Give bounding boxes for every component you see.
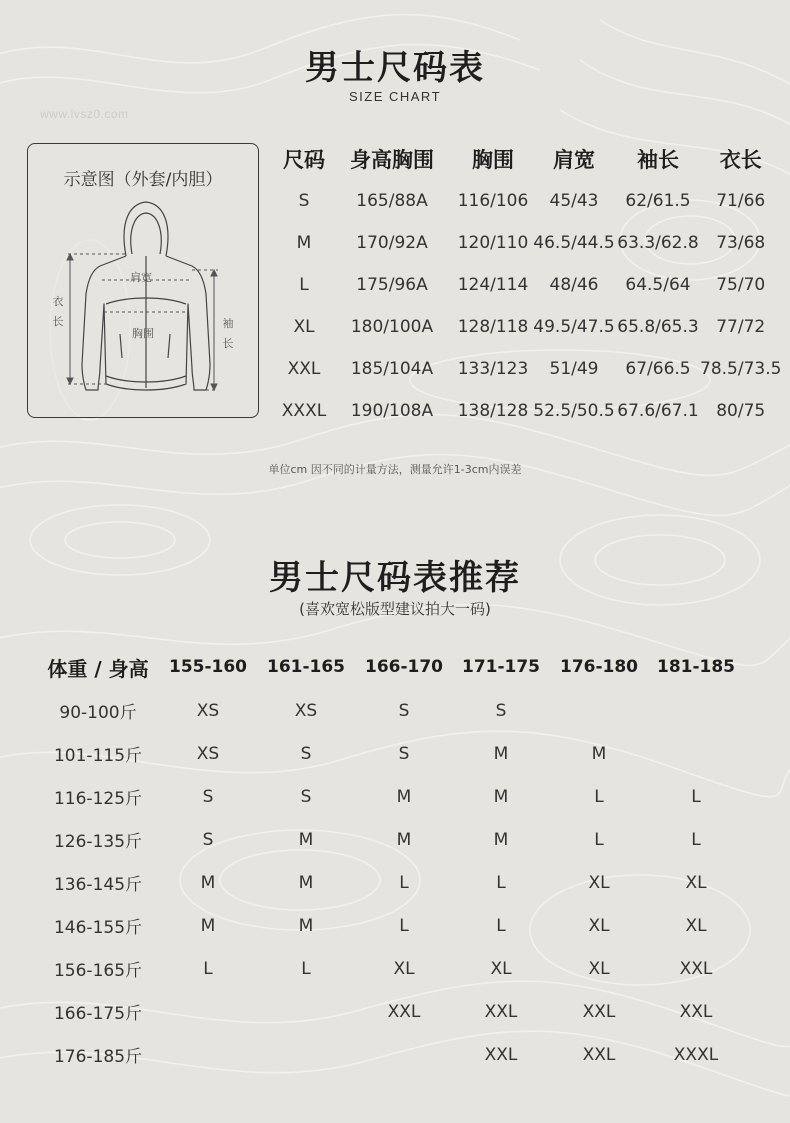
table-row: [36, 861, 744, 904]
size-cell: XXL: [287, 359, 321, 379]
table-row: [278, 222, 781, 264]
table-row: [36, 990, 744, 1033]
size-cell: L: [691, 786, 701, 807]
size-recommend-table: [36, 645, 744, 1076]
size-cell: [550, 689, 648, 732]
size-cell: S: [300, 743, 312, 764]
sleeve-cell: 67.6/67.1: [617, 401, 699, 421]
size-cell: [160, 990, 256, 1033]
watermark: www.ivsz0.com: [40, 107, 129, 121]
size-cell: L: [399, 915, 409, 936]
weight-cell: 146-155斤: [53, 918, 143, 938]
diagram-label: 示意图（外套/内胆）: [63, 170, 223, 190]
size-cell: XS: [196, 700, 220, 721]
shoulder-cell: 52.5/50.5: [533, 401, 615, 421]
header-height-range: 176-180: [559, 657, 639, 677]
size-cell: L: [594, 786, 604, 807]
size-chart-title: 男士尺码表: [305, 48, 485, 88]
header-length: 衣长: [719, 148, 762, 172]
chest-cell: 124/114: [457, 275, 529, 295]
size-cell: L: [301, 958, 311, 979]
table-row: [278, 264, 781, 306]
table-row: [36, 775, 744, 818]
sleeve-cell: 62/61.5: [625, 191, 691, 211]
weight-cell: 90-100斤: [59, 703, 137, 723]
shoulder-cell: 48/46: [549, 275, 599, 295]
measurement-note: 单位cm 因不同的计量方法，测量允许1-3cm内误差: [268, 463, 522, 476]
size-cell: S: [202, 829, 214, 850]
weight-cell: 101-115斤: [53, 746, 143, 766]
weight-cell: 116-125斤: [53, 789, 143, 809]
height-chest-cell: 185/104A: [350, 359, 434, 379]
size-cell: XXXL: [673, 1044, 719, 1065]
height-chest-cell: 180/100A: [350, 317, 434, 337]
table-row: [278, 306, 781, 348]
header-height-range: 166-170: [364, 657, 444, 677]
size-cell: XL: [293, 317, 315, 337]
size-cell: XXXL: [281, 401, 327, 421]
header-size: 尺码: [283, 148, 325, 172]
size-cell: M: [298, 829, 314, 850]
weight-cell: 126-135斤: [53, 832, 143, 852]
length-cell: 80/75: [716, 401, 766, 421]
header-weight-height: 体重 / 身高: [47, 656, 149, 681]
height-chest-cell: 170/92A: [356, 233, 428, 253]
size-cell: XL: [588, 915, 610, 936]
sleeve-cell: 65.8/65.3: [617, 317, 699, 337]
size-chart-table: [278, 138, 781, 432]
sleeve-cell: 67/66.5: [625, 359, 691, 379]
size-cell: M: [493, 743, 509, 764]
sleeve-label: 袖长: [222, 317, 234, 350]
size-cell: XL: [685, 872, 707, 893]
table-row: [278, 390, 781, 432]
shoulder-label: 肩宽: [130, 271, 152, 284]
size-cell: M: [298, 872, 314, 893]
sleeve-cell: 63.3/62.8: [617, 233, 699, 253]
header-shoulder: 肩宽: [553, 148, 595, 172]
recommend-title: 男士尺码表推荐: [269, 558, 521, 598]
size-cell: M: [396, 829, 412, 850]
size-cell: L: [203, 958, 213, 979]
size-cell: L: [399, 872, 409, 893]
chest-cell: 128/118: [457, 317, 529, 337]
jacket-diagram: [27, 143, 259, 418]
recommend-header-row: [36, 645, 744, 689]
size-cell: S: [300, 786, 312, 807]
size-cell: M: [591, 743, 607, 764]
size-cell: L: [299, 275, 309, 295]
size-cell: [256, 990, 356, 1033]
size-cell: XXL: [582, 1044, 616, 1065]
shoulder-cell: 49.5/47.5: [533, 317, 615, 337]
weight-cell: 166-175斤: [53, 1004, 143, 1024]
size-cell: XL: [685, 915, 707, 936]
size-cell: L: [496, 872, 506, 893]
table-row: [36, 818, 744, 861]
size-cell: S: [202, 786, 214, 807]
size-cell: XXL: [387, 1001, 421, 1022]
header-chest: 胸围: [472, 148, 514, 172]
header-height-range: 161-165: [266, 657, 346, 677]
chest-cell: 116/106: [457, 191, 529, 211]
size-cell: XXL: [484, 1001, 518, 1022]
sleeve-cell: 64.5/64: [625, 275, 691, 295]
size-cell: XL: [490, 958, 512, 979]
size-cell: XXL: [582, 1001, 616, 1022]
size-cell: M: [296, 233, 312, 253]
shoulder-cell: 46.5/44.5: [533, 233, 615, 253]
size-chart-header-row: [278, 138, 781, 180]
chest-cell: 120/110: [457, 233, 529, 253]
weight-cell: 156-165斤: [53, 961, 143, 981]
size-cell: S: [495, 700, 507, 721]
size-cell: S: [398, 743, 410, 764]
length-cell: 77/72: [716, 317, 766, 337]
chest-cell: 138/128: [457, 401, 529, 421]
weight-cell: 136-145斤: [53, 875, 143, 895]
table-row: [278, 180, 781, 222]
shoulder-cell: 45/43: [549, 191, 599, 211]
size-cell: [356, 1033, 452, 1076]
size-cell: [256, 1033, 356, 1076]
size-cell: M: [493, 829, 509, 850]
weight-cell: 176-185斤: [53, 1047, 143, 1067]
table-row: [36, 1033, 744, 1076]
height-chest-cell: 175/96A: [356, 275, 428, 295]
length-label: 衣长: [52, 295, 64, 328]
size-cell: [160, 1033, 256, 1076]
table-row: [36, 904, 744, 947]
size-cell: M: [396, 786, 412, 807]
size-cell: M: [200, 915, 216, 936]
size-cell: S: [398, 700, 410, 721]
header-height-range: 171-175: [461, 657, 541, 677]
height-chest-cell: 165/88A: [356, 191, 428, 211]
size-cell: XXL: [679, 1001, 713, 1022]
length-cell: 78.5/73.5: [700, 359, 782, 379]
size-cell: [648, 732, 744, 775]
size-chart-subtitle: SIZE CHART: [348, 89, 442, 104]
size-cell: XXL: [484, 1044, 518, 1065]
length-cell: 71/66: [716, 191, 766, 211]
length-cell: 75/70: [716, 275, 766, 295]
table-row: [36, 689, 744, 732]
size-cell: XL: [588, 872, 610, 893]
size-cell: L: [496, 915, 506, 936]
size-cell: M: [200, 872, 216, 893]
size-cell: S: [298, 191, 310, 211]
size-cell: M: [493, 786, 509, 807]
size-cell: XS: [196, 743, 220, 764]
size-cell: L: [594, 829, 604, 850]
chest-cell: 133/123: [457, 359, 529, 379]
shoulder-cell: 51/49: [549, 359, 599, 379]
header-height-range: 181-185: [656, 657, 736, 677]
size-cell: XXL: [679, 958, 713, 979]
header-height-range: 155-160: [168, 657, 248, 677]
table-row: [36, 732, 744, 775]
header-sleeve: 袖长: [637, 148, 679, 172]
table-row: [36, 947, 744, 990]
size-cell: [648, 689, 744, 732]
size-cell: L: [691, 829, 701, 850]
size-cell: XL: [393, 958, 415, 979]
size-cell: XS: [294, 700, 318, 721]
table-row: [278, 348, 781, 390]
header-height-chest: 身高胸围: [350, 148, 434, 172]
size-cell: M: [298, 915, 314, 936]
length-cell: 73/68: [716, 233, 766, 253]
recommend-subtitle: (喜欢宽松版型建议拍大一码): [299, 600, 491, 618]
chest-label: 胸围: [132, 327, 154, 340]
height-chest-cell: 190/108A: [350, 401, 434, 421]
size-cell: XL: [588, 958, 610, 979]
